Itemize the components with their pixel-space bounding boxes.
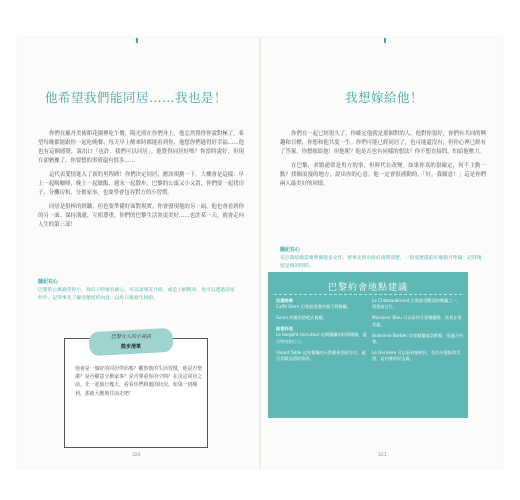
tips-title: 巴黎約會地點建議 (327, 283, 408, 293)
page-number: 320 (132, 453, 141, 458)
left-body-text (38, 130, 244, 235)
paragraph: 你們在羅丹美術館花園裡吃午餐，陽光照在你們身上，他怎然覺得你說對極了，希望每晚都能跟你一起吃晚餐、每天早上醒來時都能看到你，他想你們過得好幸福……他也有這個感覺，說出口「也許，我們可以同居」。他覺得同居好嗎？你當時說好，但現在卻猶豫了。你要想的事情還有很多…… (38, 131, 244, 164)
note-heading: 隨記在心 (38, 279, 59, 285)
item-text: Le Sergent recruteur 這間餐廳的料理精緻，適合特別的日子。 (276, 332, 367, 344)
card-title: 巴黎女人的小祕訣 (110, 334, 151, 340)
page-marker (384, 38, 386, 43)
paragraph: 你們在一起已經很久了，你確定他就是那個對的人。他對你很好，你們有共同的興趣和目標，你想和他共度一生。你們可能已經同居了，也可能還沒有，但你心裡已經有了答案。你想嫁給他！但他呢？他是否也有同樣的想法？你不想直接問，怕給他壓力。 (280, 131, 486, 155)
list-item (372, 333, 464, 345)
item-text: Soma 時髦的酒吧式餐廳。 (276, 315, 327, 321)
note-text: 巴黎的公寓通常很小，找房子時要有耐心。可以請朋友介紹，或是上網搜尋，也可以透過房屋仲介。記得事先了解清楚租約內容，以免日後發生糾紛。 (38, 288, 235, 301)
item-text: Monsieur Bleu 可以看到艾菲爾鐵塔，夜景非常美麗。 (372, 315, 462, 327)
list-item (276, 315, 368, 321)
divider (274, 294, 462, 295)
item-heading: 浪漫晚餐 (276, 298, 293, 303)
list-item (276, 350, 368, 362)
paragraph: 在巴黎，求婚通常是男方的事，但時代在改變。如果你真的很確定，何不主動一點？找個浪漫的地方，說出你的心意。他一定會很感動的，「好，我願意！」這是你們兩人最美好的回憶。 (280, 163, 486, 187)
right-page-title: 我想嫁給他！ (344, 90, 423, 105)
left-page (18, 38, 254, 468)
tips-column-right (372, 298, 464, 368)
page-marker (136, 38, 138, 43)
list-item (372, 298, 464, 310)
list-item (276, 298, 368, 310)
date-spots-box (268, 272, 468, 418)
paragraph: 同居是很棒的經驗，但也要準備好面對現實。你會發現他的另一面，他也會看到你的另一面。保持溝通、互相尊重，你們的巴黎生活會更美好……也許某一天，就會走向人生的第三部！ (38, 204, 244, 228)
item-text: Le Dernière 可以看到塞納河，有許多甜點和美酒，是約會的好去處。 (372, 350, 461, 362)
list-item (372, 350, 464, 362)
paragraph: 這代表愛情進入了新的里程碑！你們決定同居，應該規劃一下。大概會是這樣：早上一起喝咖啡，晚上一起做飯，週末一起散步。巴黎的公寓又小又貴，你們要一起找房子、分攤房租、分擔家事，也要學會包容對方的小習慣。 (38, 172, 244, 196)
note-text: 在巴黎結婚需要準備很多文件，要事先到市政府詢問清楚，一般需要提前好幾個月準備，記得預留足夠的時間。 (280, 256, 482, 269)
right-body-text (280, 130, 486, 194)
item-text: Brasserie Barbès 這家餐廳氣氛輕鬆，很適合約會。 (372, 332, 464, 345)
tip-card (64, 334, 208, 448)
item-text: Caffé Stern 巴黎最浪漫的義大利餐廳。 (276, 304, 352, 309)
item-text: Vivant Table 這家餐廳的天然葡萄酒很有名，適合喜歡品酒的情侶。 (276, 349, 366, 362)
item-text: Le Chateaubriand 巴黎最受歡迎的餐廳之一，需提前訂位。 (372, 298, 461, 310)
tips-column-left (276, 298, 368, 367)
page-number: 321 (378, 453, 387, 458)
list-item (276, 326, 368, 344)
card-text: 他會是一個好的同居伴侶嗎？觀察他的生活習慣，他是否整潔？是否願意分擔家事？是否尊重你的空間？在決定同居之前，先一起旅行幾天，看看你們相處的狀況，如果一切順利，那就大膽地往前走吧！ (75, 366, 203, 397)
item-heading: 創意料理 (276, 326, 293, 332)
card-subtitle: 散步清單 (120, 344, 141, 350)
book-gutter (259, 38, 261, 468)
left-page-title: 他希望我們能同居……我也是！ (44, 90, 227, 105)
note-heading: 隨記在心 (280, 247, 301, 253)
list-item (372, 315, 464, 327)
